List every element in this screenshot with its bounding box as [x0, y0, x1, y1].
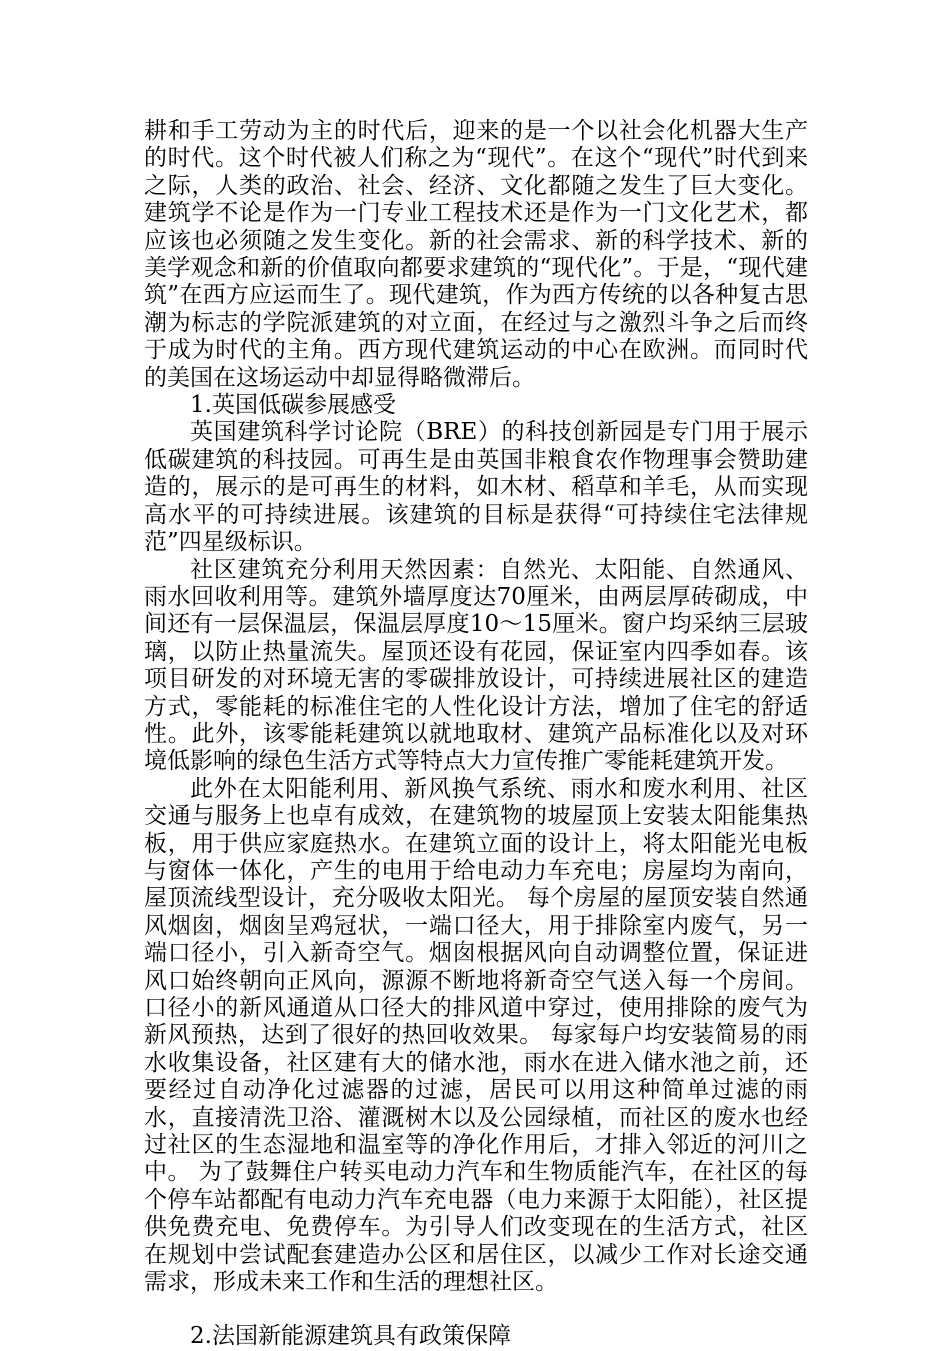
paragraph-intro: 耕和手工劳动为主的时代后，迎来的是一个以社会化机器大生产的时代。这个时代被人们称之为“现代”。在这个“现代”时代到来之际，人类的政治、社会、经济、文化都随之发生了巨大变化。建筑学不论是作为一门专业工程技术还是作为一门文化艺术，都应该也必须随之发生变化。新的社会需求、新的科学技术、新的美学观念和新的价值取向都要求建筑的“现代化”。于是，“现代建筑”在西方应运而生了。现代建筑，作为西方传统的以各种复古思潮为标志的学院派建筑的对立面，在经过与之激烈斗争之后而终于成为时代的主角。西方现代建筑运动的中心在欧洲。而同时代的美国在这场运动中却显得略微滞后。 — [144, 118, 808, 391]
paragraph-solar: 此外在太阳能利用、新风换气系统、雨水和废水利用、社区交通与服务上也卓有成效，在建筑物的坡屋顶上安装太阳能集热板，用于供应家庭热水。在建筑立面的设计上，将太阳能光电板与窗体一体化，产生的电用于给电动力车充电；房屋均为南向，屋顶流线型设计，充分吸收太阳光。 每个房屋的屋顶安装自然通风烟囱，烟囱呈鸡冠状，一端口径大，用于排除室内废气，另一端口径小，引入新奇空气。烟囱根据风向自动调整位置，保证进风口始终朝向正风向，源源不断地将新奇空气送入每一个房间。口径小的新风通道从口径大的排风道中穿过，使用排除的废气为新风预热，达到了很好的热回收效果。 每家每户均安装简易的雨水收集设备，社区建有大的储水池，雨水在进入储水池之前，还要经过自动净化过滤器的过滤，居民可以用这种简单过滤的雨水，直接清洗卫浴、灌溉树木以及公园绿植，而社区的废水也经过社区的生态湿地和温室等的净化作用后，才排入邻近的河川之中。 为了鼓舞住户转买电动力汽车和生物质能汽车，在社区的每个停车站都配有电动力汽车充电器（电力来源于太阳能），社区提供免费充电、免费停车。为引导人们改变现在的生活方式，社区在规划中尝试配套建造办公区和居住区，以减少工作对长途交通需求，形成未来工作和生活的理想社区。 — [144, 775, 808, 1296]
section-heading-france: 2.法国新能源建筑具有政策保障 — [190, 1323, 511, 1350]
section-heading-uk: 1.英国低碳参展感受 — [190, 392, 396, 419]
document-body — [144, 118, 808, 1351]
paragraph-bre: 英国建筑科学讨论院（BRE）的科技创新园是专门用于展示低碳建筑的科技园。可再生是由英国非粮食农作物理事会赞助建造的，展示的是可再生的材料，如木材、稻草和羊毛，从而实现高水平的可持续进展。该建筑的目标是获得“可持续住宅法律规范”四星级标识。 — [144, 419, 808, 556]
section-spacer — [144, 1296, 808, 1323]
paragraph-community: 社区建筑充分利用天然因素：自然光、太阳能、自然通风、雨水回收利用等。建筑外墙厚度达70厘米，由两层厚砖砌成，中间还有一层保温层，保温层厚度10～15厘米。窗户均采纳三层玻璃，以防止热量流失。屋顶还设有花园，保证室内四季如春。该项目研发的对环境无害的零碳排放设计，可持续进展社区的建造方式，零能耗的标准住宅的人性化设计方法，增加了住宅的舒适性。此外，该零能耗建筑以就地取材、建筑产品标准化以及对环境低影响的绿色生活方式等特点大力宣传推广零能耗建筑开发。 — [144, 556, 808, 775]
